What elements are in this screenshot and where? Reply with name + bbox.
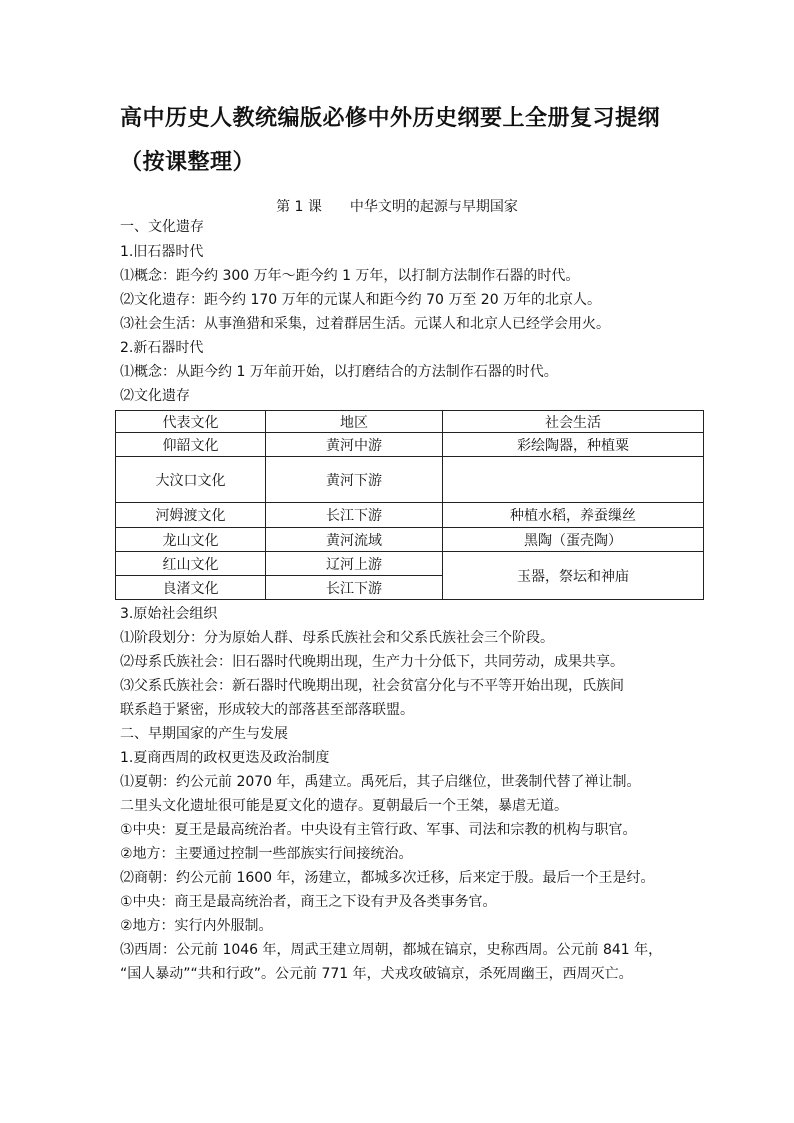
text-line: ⑵商朝：约公元前 1600 年，汤建立，都城多次迁移，后来定于殷。最后一个王是纣。 <box>120 870 655 886</box>
text-line: ⑴阶段划分：分为原始人群、母系氏族社会和父系氏族社会三个阶段。 <box>120 630 554 646</box>
text-line: 1.旧石器时代 <box>120 244 204 260</box>
table-cell: 大汶口文化 <box>116 457 266 503</box>
text-line: ①中央：夏王是最高统治者。中央设有主管行政、军事、司法和宗教的机构与职官。 <box>120 822 637 838</box>
lesson-number: 第 1 课 <box>276 199 322 215</box>
text-line: 2.新石器时代 <box>120 340 204 356</box>
table-cell-merged: 玉器，祭坛和神庙 <box>443 552 704 600</box>
table-row <box>116 433 704 457</box>
lesson-heading <box>0 196 794 216</box>
table-row <box>116 528 704 552</box>
table-header-row <box>116 411 704 433</box>
table-cell: 良渚文化 <box>116 576 266 600</box>
table-row <box>116 457 704 503</box>
table-cell: 长江下游 <box>266 503 443 528</box>
text-line: ⑶父系氏族社会：新石器时代晚期出现，社会贫富分化与不平等开始出现，氏族间 <box>120 678 624 694</box>
text-line: ⑴概念：从距今约 1 万年前开始，以打磨结合的方法制作石器的时代。 <box>120 364 558 380</box>
table-cell: 黄河下游 <box>266 457 443 503</box>
table-cell: 辽河上游 <box>266 552 443 576</box>
table-cell: 黄河流域 <box>266 528 443 552</box>
text-line: 1.夏商西周的政权更迭及政治制度 <box>120 750 330 766</box>
table-cell: 黑陶（蛋壳陶） <box>443 528 704 552</box>
table-cell <box>443 457 704 503</box>
table-cell: 彩绘陶器，种植粟 <box>443 433 704 457</box>
lesson-name: 中华文明的起源与早期国家 <box>349 199 518 215</box>
table-cell: 仰韶文化 <box>116 433 266 457</box>
table-row <box>116 552 704 576</box>
culture-table <box>115 410 704 600</box>
table-header: 地区 <box>266 411 443 433</box>
text-line: 3.原始社会组织 <box>120 606 218 622</box>
text-line: ⑶西周：公元前 1046 年，周武王建立周朝，都城在镐京，史称西周。公元前 841 年， <box>120 942 663 958</box>
table-row <box>116 503 704 528</box>
table-cell: 龙山文化 <box>116 528 266 552</box>
table-cell: 种植水稻，养蚕缫丝 <box>443 503 704 528</box>
text-line: ⑵文化遗存 <box>120 388 190 404</box>
table-cell: 长江下游 <box>266 576 443 600</box>
text-line: 二、早期国家的产生与发展 <box>120 726 288 742</box>
text-line: 联系趋于紧密，形成较大的部落甚至部落联盟。 <box>120 702 414 718</box>
text-line: “国人暴动”“共和行政”。公元前 771 年，犬戎攻破镐京，杀死周幽王，西周灭亡。 <box>120 966 633 982</box>
table-cell: 河姆渡文化 <box>116 503 266 528</box>
document-title: 高中历史人教统编版必修中外历史纲要上全册复习提纲 <box>120 105 661 131</box>
text-line: 二里头文化遗址很可能是夏文化的遗存。夏朝最后一个王桀，暴虐无道。 <box>120 798 568 814</box>
text-line: ②地方：主要通过控制一些部族实行间接统治。 <box>120 846 413 862</box>
text-line: ⑵文化遗存：距今约 170 万年的元谋人和距今约 70 万至 20 万年的北京人。 <box>120 292 602 308</box>
text-line: ②地方：实行内外服制。 <box>120 918 273 934</box>
table-header: 代表文化 <box>116 411 266 433</box>
text-line: ①中央：商王是最高统治者，商王之下设有尹及各类事务官。 <box>120 894 497 910</box>
text-line: ⑴概念：距今约 300 万年～距今约 1 万年，以打制方法制作石器的时代。 <box>120 268 580 284</box>
text-line: ⑵母系氏族社会：旧石器时代晚期出现，生产力十分低下，共同劳动，成果共享。 <box>120 654 624 670</box>
table-header: 社会生活 <box>443 411 704 433</box>
document-subtitle: （按课整理） <box>120 149 256 175</box>
table-cell: 红山文化 <box>116 552 266 576</box>
text-line: 一、文化遗存 <box>120 219 204 235</box>
text-line: ⑶社会生活：从事渔猎和采集，过着群居生活。元谋人和北京人已经学会用火。 <box>120 316 610 332</box>
text-line: ⑴夏朝：约公元前 2070 年，禹建立。禹死后，其子启继位，世袭制代替了禅让制。 <box>120 774 641 790</box>
table-cell: 黄河中游 <box>266 433 443 457</box>
